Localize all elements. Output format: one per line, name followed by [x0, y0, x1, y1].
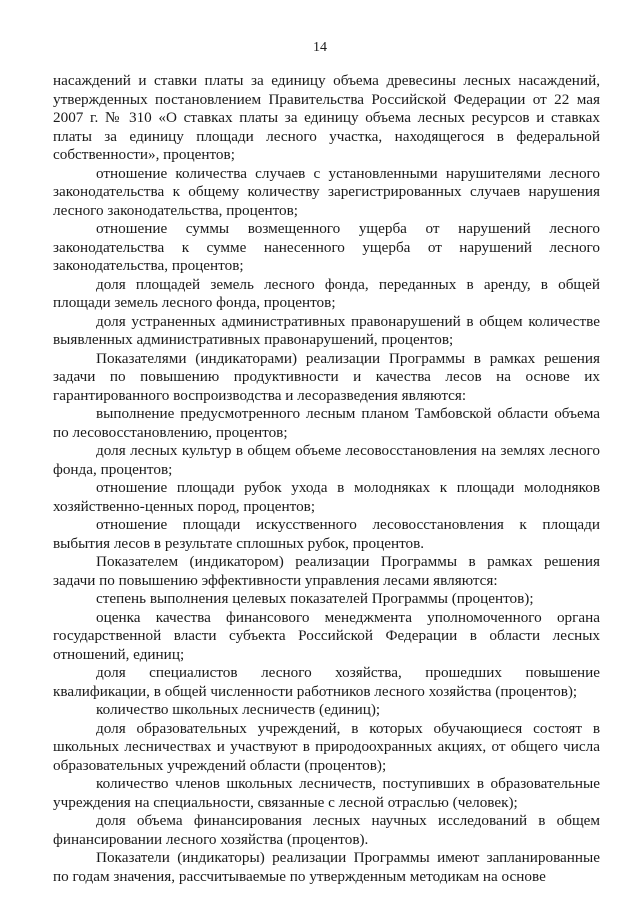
paragraph: доля специалистов лесного хозяйства, прошедших повышение квалификации, в общей численности работников лесного хозяйства (процентов); — [53, 664, 600, 700]
paragraph: отношение площади рубок ухода в молодняках к площади молодняков хозяйственно-ценных пород, процентов; — [53, 479, 600, 515]
paragraph: доля площадей земель лесного фонда, переданных в аренду, в общей площади земель лесного фонда, процентов; — [53, 275, 600, 311]
paragraph: отношение количества случаев с установленными нарушителями лесного законодательства к общему количеству зарегистрированных случаев нарушения лесного законодательства, процентов; — [53, 164, 600, 219]
paragraph: оценка качества финансового менеджмента уполномоченного органа государственной власти субъекта Российской Федерации в области лесных отношений, единиц; — [53, 608, 600, 663]
paragraph: Показателями (индикаторами) реализации Программы в рамках решения задачи по повышению продуктивности и качества лесов на основе их гарантированного воспроизводства и лесоразведения являются: — [53, 349, 600, 404]
paragraph: количество членов школьных лесничеств, поступивших в образовательные учреждения на специальности, связанные с лесной отраслью (человек); — [53, 775, 600, 811]
document-body — [53, 72, 600, 886]
paragraph: Показатели (индикаторы) реализации Программы имеют запланированные по годам значения, рассчитываемые по утвержденным методикам на основе — [53, 849, 600, 885]
paragraph: доля устраненных административных правонарушений в общем количестве выявленных административных правонарушений, процентов; — [53, 312, 600, 348]
paragraph: Показателем (индикатором) реализации Программы в рамках решения задачи по повышению эффективности управления лесами являются: — [53, 553, 600, 589]
paragraph: доля лесных культур в общем объеме лесовосстановления на землях лесного фонда, процентов; — [53, 442, 600, 478]
paragraph-continued: насаждений и ставки платы за единицу объема древесины лесных насаждений, утвержденных постановлением Правительства Российской Федерации от 22 мая 2007 г. № 310 «О ставках платы за единицу объема лесных ресурсов и ставках платы за единицу площади лесного участка, находящегося в федеральной собственности», процентов; — [53, 72, 600, 163]
paragraph: доля объема финансирования лесных научных исследований в общем финансировании лесного хозяйства (процентов). — [53, 812, 600, 848]
paragraph: степень выполнения целевых показателей Программы (процентов); — [96, 590, 534, 607]
paragraph: выполнение предусмотренного лесным планом Тамбовской области объема по лесовосстановлению, процентов; — [53, 405, 600, 441]
paragraph: количество школьных лесничеств (единиц); — [96, 701, 381, 718]
page-number: 14 — [313, 40, 327, 55]
paragraph: доля образовательных учреждений, в которых обучающиеся состоят в школьных лесничествах и участвуют в природоохранных акциях, от общего числа образовательных учреждений области (процентов); — [53, 719, 600, 774]
paragraph: отношение суммы возмещенного ущерба от нарушений лесного законодательства к сумме нанесенного ущерба от нарушений лесного законодательства, процентов; — [53, 220, 600, 274]
paragraph: отношение площади искусственного лесовосстановления к площади выбытия лесов в результате сплошных рубок, процентов. — [53, 516, 600, 552]
